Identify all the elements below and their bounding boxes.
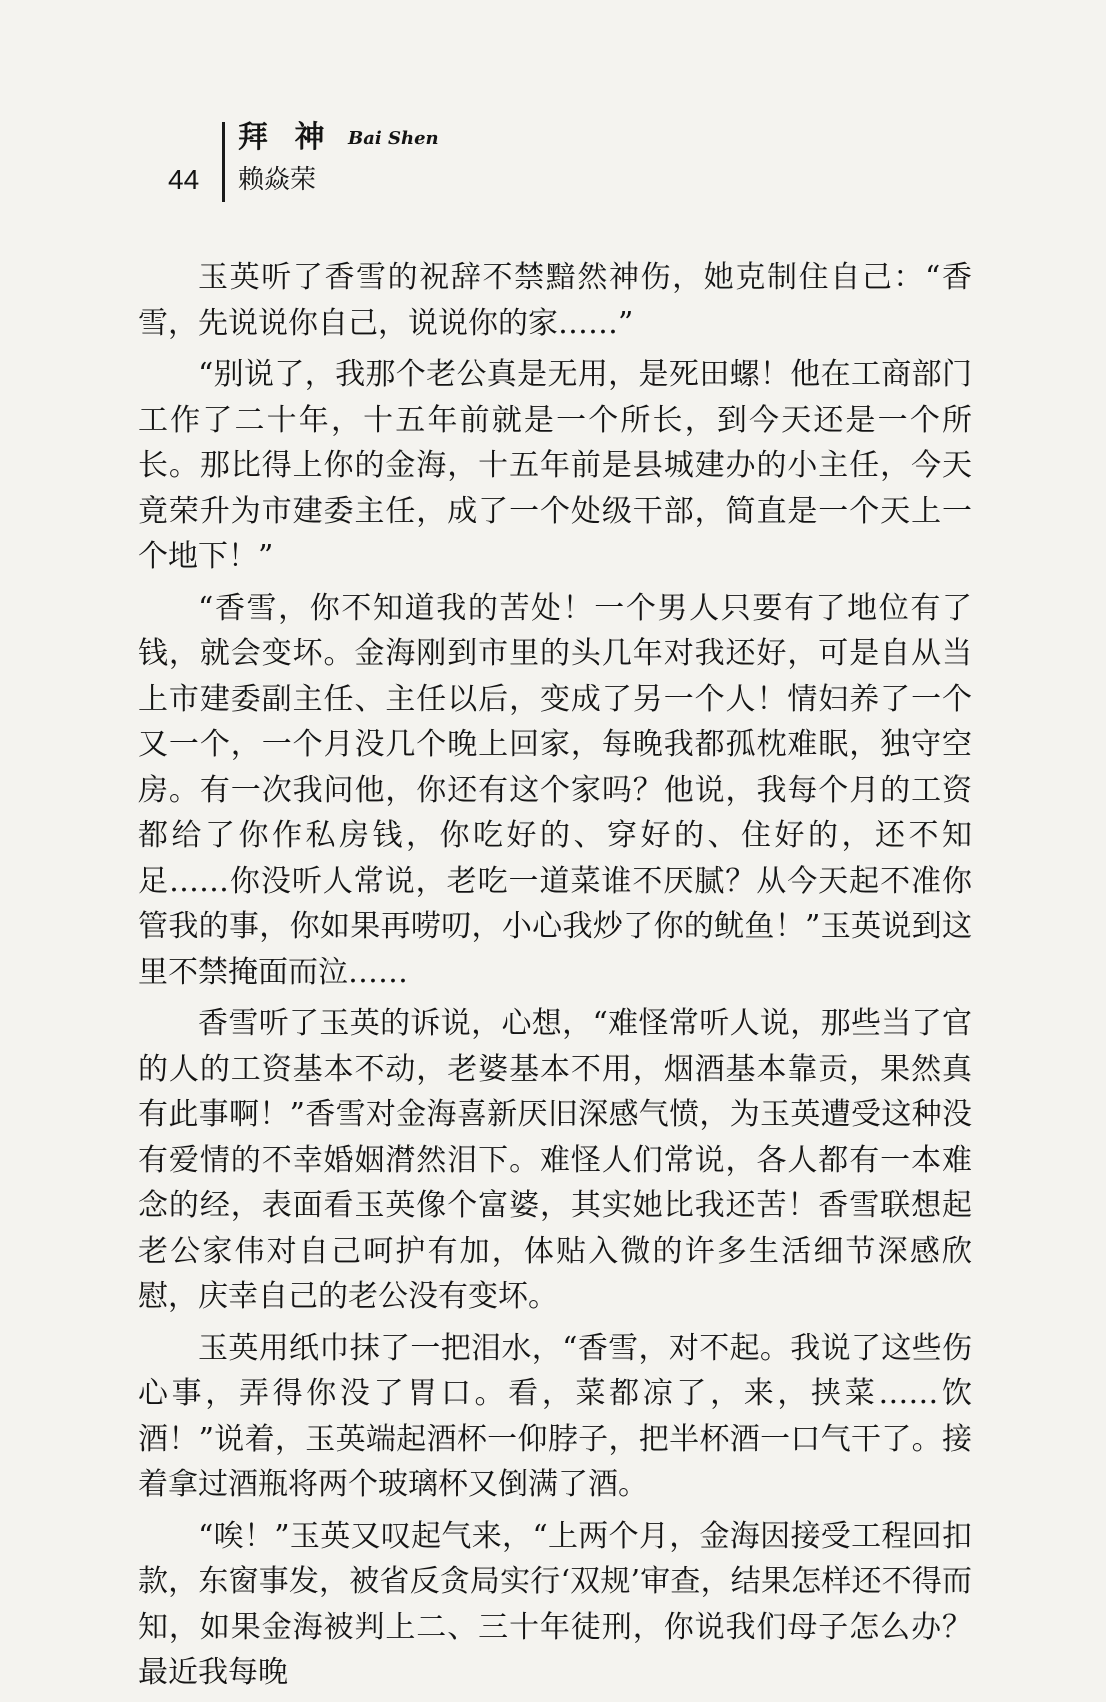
paragraph: “别说了，我那个老公真是无用，是死田螺！他在工商部门工作了二十年，十五年前就是一个所长，到今天还是一个所长。那比得上你的金海，十五年前是县城建办的小主任，今天竟荣升为市建委主任，成了一个处级干部，简直是一个天上一个地下！” <box>138 357 972 574</box>
paragraph: 香雪听了玉英的诉说，心想，“难怪常听人说，那些当了官的人的工资基本不动，老婆基本不用，烟酒基本靠贡，果然真有此事啊！”香雪对金海喜新厌旧深感气愤，为玉英遭受这种没有爱情的不幸婚姻潸然泪下。难怪人们常说，各人都有一本难念的经，表面看玉英像个富婆，其实她比我还苦！香雪联想起老公家伟对自己呵护有加，体贴入微的许多生活细节深感欣慰，庆幸自己的老公没有变坏。 <box>138 1006 972 1314</box>
paragraph: “唉！”玉英又叹起气来，“上两个月，金海因接受工程回扣款，东窗事发，被省反贪局实行‘双规’审查，结果怎样还不得而知，如果金海被判上二、三十年徒刑，你说我们母子怎么办？最近我每晚 <box>138 1518 972 1690</box>
book-title-pinyin: Bai Shen <box>348 128 439 149</box>
running-header <box>168 118 568 208</box>
book-title: 拜 神 <box>238 120 333 155</box>
paragraph: “香雪，你不知道我的苦处！一个男人只要有了地位有了钱，就会变坏。金海刚到市里的头几年对我还好，可是自从当上市建委副主任、主任以后，变成了另一个人！情妇养了一个又一个，一个月没几个晚上回家，每晚我都孤枕难眠，独守空房。有一次我问他，你还有这个家吗？他说，我每个月的工资都给了你作私房钱，你吃好的、穿好的、住好的，还不知足……你没听人常说，老吃一道菜谁不厌腻？从今天起不准你管我的事，你如果再唠叨，小心我炒了你的鱿鱼！”玉英说到这里不禁掩面而泣…… <box>138 590 972 990</box>
header-divider <box>222 122 225 202</box>
paragraph: 玉英听了香雪的祝辞不禁黯然神伤，她克制住自己：“香雪，先说说你自己，说说你的家……” <box>138 260 972 341</box>
paragraph: 玉英用纸巾抹了一把泪水，“香雪，对不起。我说了这些伤心事，弄得你没了胃口。看，菜都凉了，来，挟菜……饮酒！”说着，玉英端起酒杯一仰脖子，把半杯酒一口气干了。接着拿过酒瓶将两个玻璃杯又倒满了酒。 <box>138 1330 972 1502</box>
body-text <box>138 255 972 1702</box>
page-number: 44 <box>168 164 200 195</box>
author-name: 赖焱荣 <box>238 165 317 195</box>
